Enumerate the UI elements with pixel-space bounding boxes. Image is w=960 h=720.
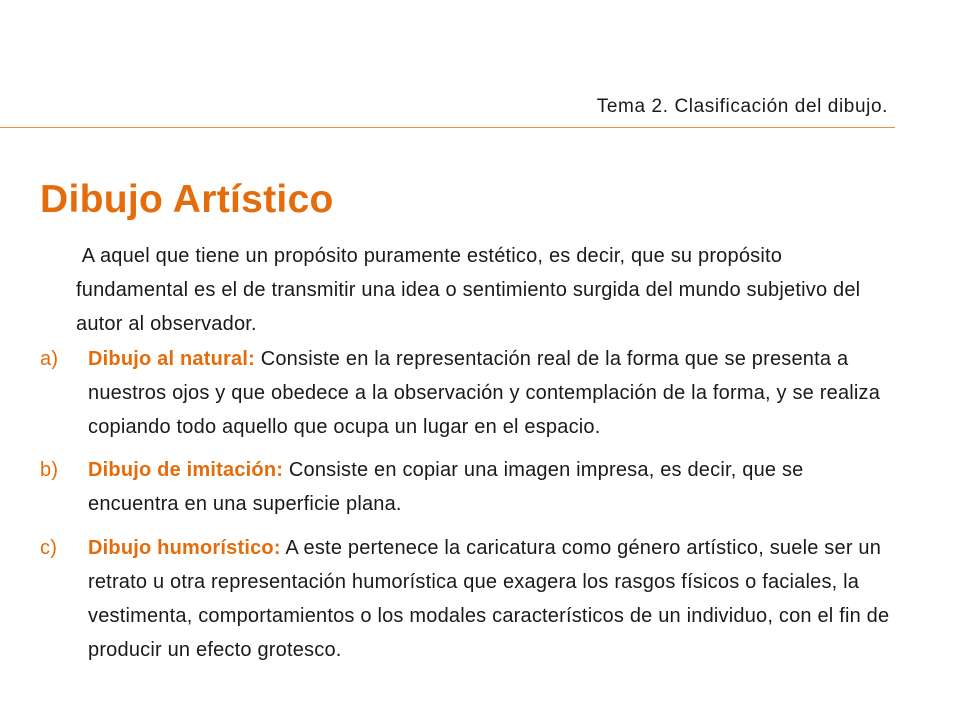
item-marker: a) [40,348,59,370]
list-item-humoristic [40,531,890,667]
header-title: Tema 2. Clasificación del dibujo. [596,96,888,117]
item-term: Dibujo al natural: [88,348,255,370]
slide-title: Dibujo Artístico [40,178,334,221]
item-marker: b) [40,459,59,481]
classification-list [40,342,890,667]
item-term: Dibujo humorístico: [88,537,281,559]
intro-text: A aquel que tiene un propósito puramente estético, es decir, que su propósito fundamental es el de transmitir una idea o sentimiento surgida del mundo subjetivo del autor al observador. [76,245,861,335]
item-description: A este pertenece la caricatura como género artístico, suele ser un retrato u otra representación humorística que exagera los rasgos físicos o faciales, la vestimenta, comportamientos o los modales característicos de un individuo, con el fin de producir un efecto grotesco. [88,537,890,661]
header-divider [0,127,895,128]
item-marker: c) [40,537,58,559]
item-term: Dibujo de imitación: [88,459,284,481]
list-item-imitation [40,453,890,521]
item-description: Consiste en la representación real de la forma que se presenta a nuestros ojos y que obedece a la observación y contemplación de la forma, y se realiza copiando todo aquello que ocupa un lugar en el espacio. [88,348,881,438]
list-item-natural [40,342,890,444]
intro-paragraph [76,239,886,341]
item-description: Consiste en copiar una imagen impresa, es decir, que se encuentra en una superficie plana. [88,459,804,515]
